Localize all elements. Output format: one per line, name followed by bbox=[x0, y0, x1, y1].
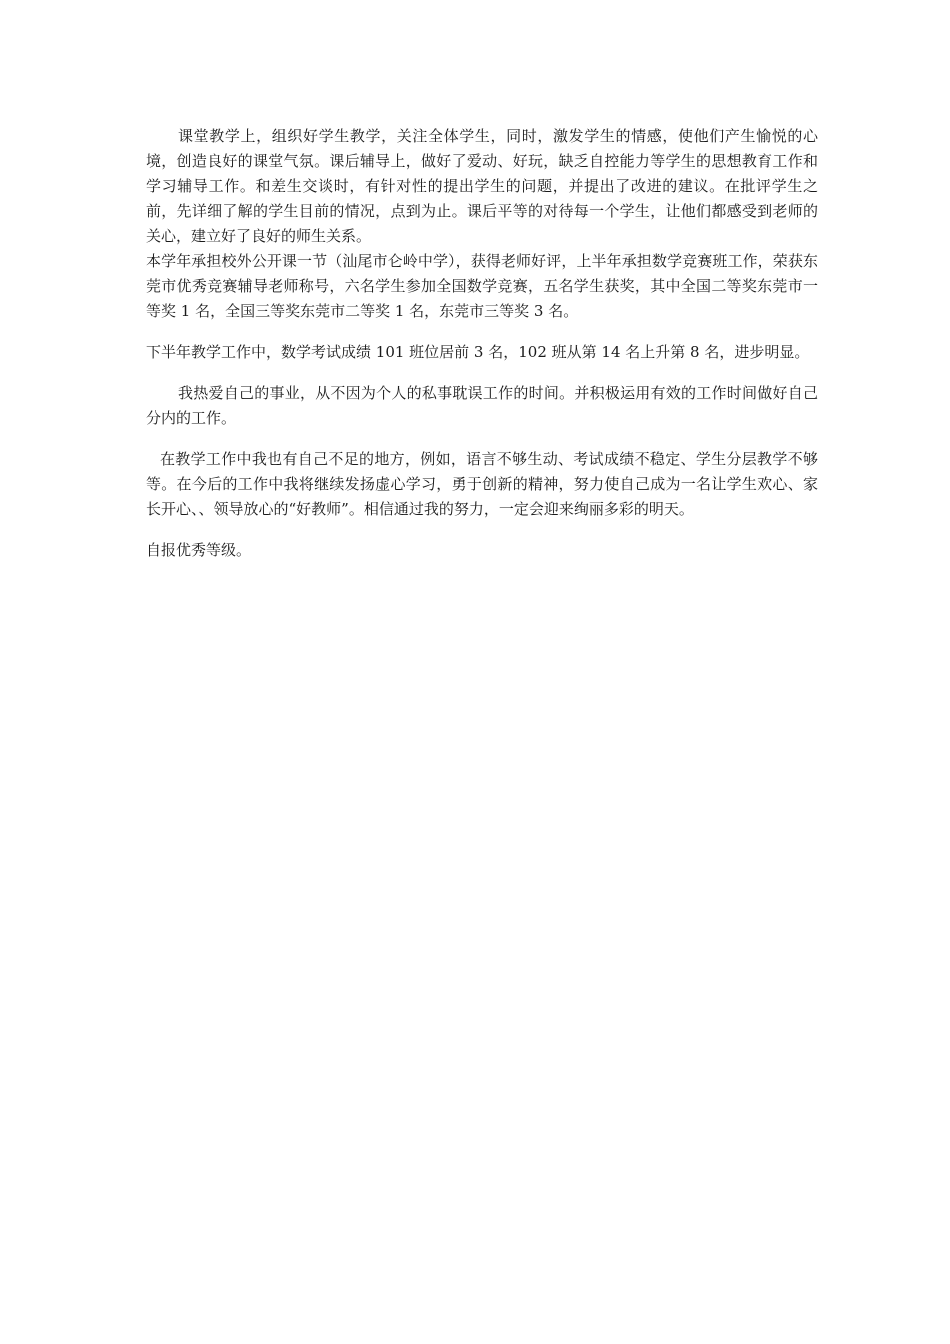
paragraph-exam-results: 下半年教学工作中，数学考试成绩 101 班位居前 3 名，102 班从第 14 名上升第 8 名，进步明显。 bbox=[146, 343, 810, 361]
paragraph-self-rating: 自报优秀等级。 bbox=[146, 541, 252, 559]
paragraph-shortcomings-and-plans: 在教学工作中我也有自己不足的地方，例如，语言不够生动、考试成绩不稳定、学生分层教学不够等。在今后的工作中我将继续发扬虚心学习，勇于创新的精神，努力使自己成为一名让学生欢心、家长开心、、领导放心的“好教师”。相信通过我的努力，一定会迎来绚丽多彩的明天。 bbox=[146, 450, 818, 518]
paragraph-classroom-teaching: 课堂教学上，组织好学生教学，关注全体学生，同时，激发学生的情感，使他们产生愉悦的心境，创造良好的课堂气氛。课后辅导上，做好了爱动、好玩，缺乏自控能力等学生的思想教育工作和学习辅导工作。和差生交谈时，有针对性的提出学生的问题，并提出了改进的建议。在批评学生之前，先详细了解的学生目前的情况，点到为止。课后平等的对待每一个学生，让他们都感受到老师的关心，建立好了良好的师生关系。 bbox=[146, 127, 818, 245]
paragraph-dedication: 我热爱自己的事业，从不因为个人的私事耽误工作的时间。并积极运用有效的工作时间做好自己分内的工作。 bbox=[146, 384, 818, 427]
document-body bbox=[146, 124, 818, 563]
paragraph-open-class-and-competition: 本学年承担校外公开课一节（汕尾市仑岭中学），获得老师好评，上半年承担数学竞赛班工作，荣获东莞市优秀竞赛辅导老师称号，六名学生参加全国数学竞赛，五名学生获奖，其中全国二等奖东莞市一等奖 1 名，全国三等奖东莞市二等奖 1 名，东莞市三等奖 3 名。 bbox=[146, 252, 818, 320]
